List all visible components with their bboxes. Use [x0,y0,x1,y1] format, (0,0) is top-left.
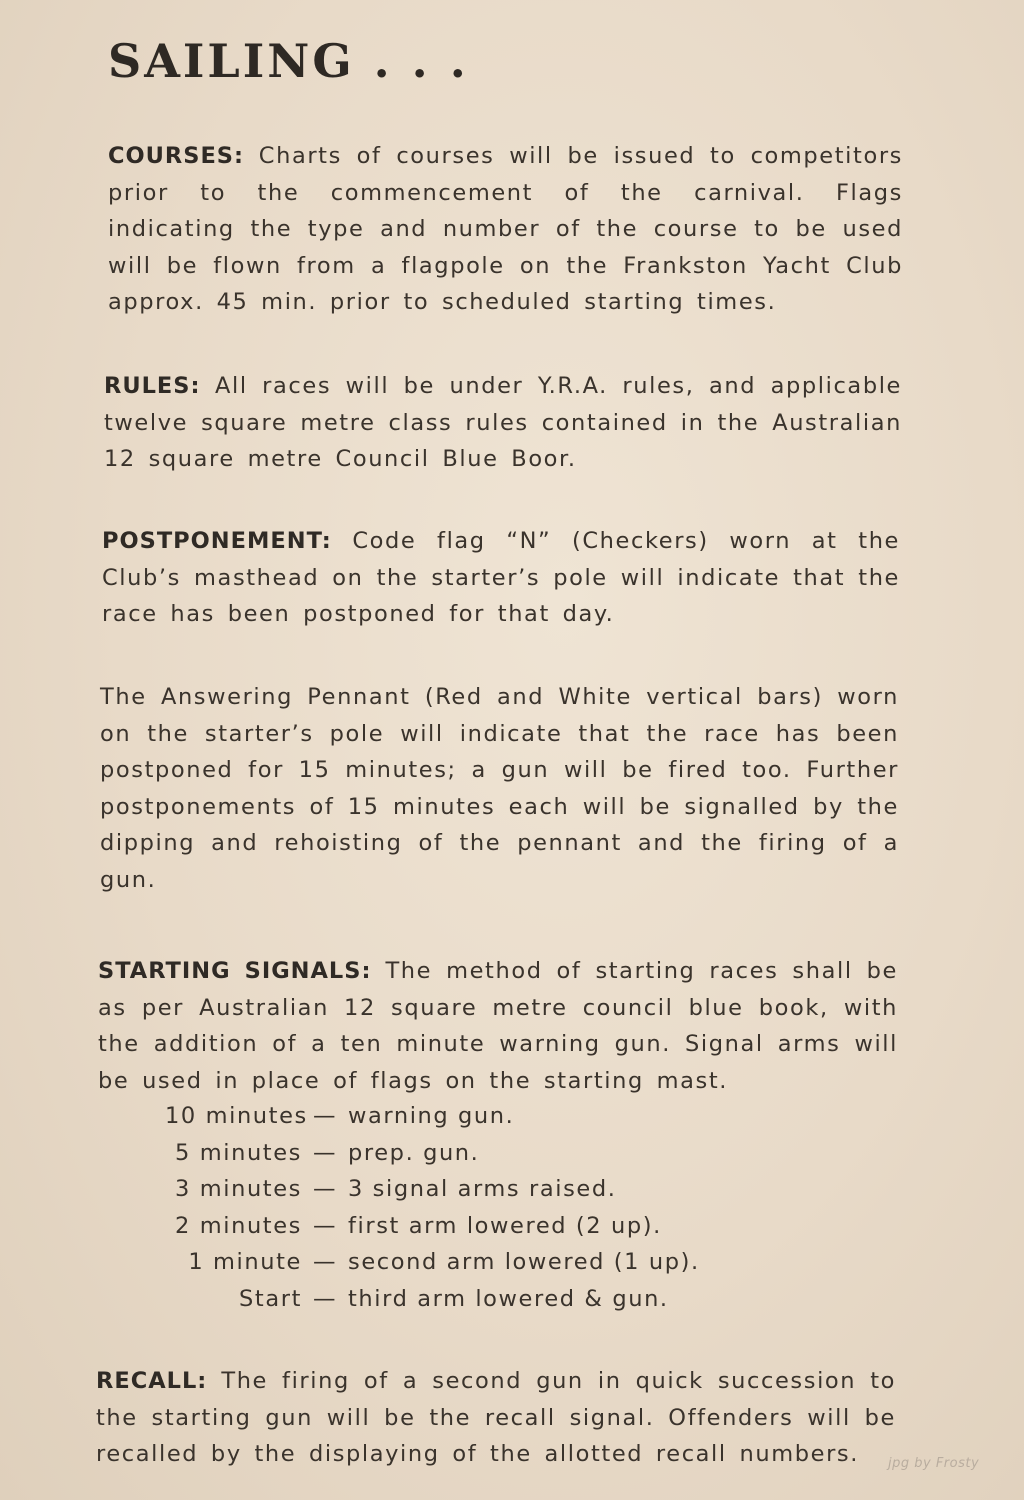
rules-text: All races will be under Y.R.A. rules, and applicable twelve square metre class rules contained in the Australian 12 square metre Council Blue Boor. [104,373,902,472]
signal-dash: — [312,1249,338,1275]
signal-time: 3 minutes [175,1176,302,1202]
recall-heading: RECALL: [96,1368,208,1394]
signal-time: 2 minutes [175,1212,302,1239]
recall-text: The firing of a second gun in quick succession to the starting gun will be the recall signal. Offenders will be recalled by the displaying of the allotted recall numbers. [96,1368,896,1467]
signal-row [165,1244,700,1281]
courses-paragraph [108,138,903,321]
postponement-paragraph [102,523,900,633]
signal-dash: — [312,1103,338,1129]
signal-action: 3 signal arms raised. [348,1176,617,1202]
signal-time: 5 minutes [175,1139,302,1166]
photo-credit-watermark: jpg by Frosty [888,1456,980,1471]
signal-row [165,1135,700,1172]
rules-paragraph [104,368,902,478]
courses-heading: COURSES: [108,143,245,169]
signal-action: second arm lowered (1 up). [348,1249,700,1275]
signal-action: warning gun. [348,1103,515,1129]
starting-signals-text: The method of starting races shall be as per Australian 12 square metre council blue book, with the addition of a ten minute warning gun. Signal arms will be used in place of flags on the starting mast. [98,958,898,1094]
signal-row [165,1171,700,1208]
postponement-heading: POSTPONEMENT: [102,528,332,554]
signal-dash: — [312,1285,338,1312]
recall-paragraph [96,1363,896,1473]
rules-heading: RULES: [104,373,201,399]
signal-action: third arm lowered & gun. [348,1285,669,1312]
postponement-text: Code flag “N” (Checkers) worn at the Club’s masthead on the starter’s pole will indicate that the race has been postponed for that day. [102,528,900,627]
signal-dash: — [312,1139,338,1166]
signal-action: prep. gun. [348,1139,480,1166]
signal-time: 10 minutes [165,1103,308,1129]
signal-row [165,1098,700,1135]
signal-time: Start [239,1285,302,1312]
courses-text: Charts of courses will be issued to competitors prior to the commencement of the carnival. Flags indicating the type and number of the course to be used will be flown from a flagpole on the Frankston Yacht Club approx. 45 min. prior to scheduled starting times. [108,143,903,315]
signal-row [165,1208,700,1245]
answering-pennant-paragraph [100,679,899,898]
page-title: SAILING . . . [108,34,469,88]
signal-action: first arm lowered (2 up). [348,1212,662,1239]
answering-pennant-text: The Answering Pennant (Red and White vertical bars) worn on the starter’s pole will indicate that the race has been postponed for 15 minutes; a gun will be fired too. Further postponements of 15 minutes each will be signalled by the dipping and rehoisting of the pennant and the firing of a gun. [100,684,899,893]
starting-signals-heading: STARTING SIGNALS: [98,958,372,984]
signal-row [165,1281,700,1318]
starting-signals-paragraph [98,953,898,1099]
signal-schedule-list [165,1098,700,1317]
signal-dash: — [312,1212,338,1239]
signal-dash: — [312,1176,338,1202]
signal-time: 1 minute [188,1249,302,1275]
